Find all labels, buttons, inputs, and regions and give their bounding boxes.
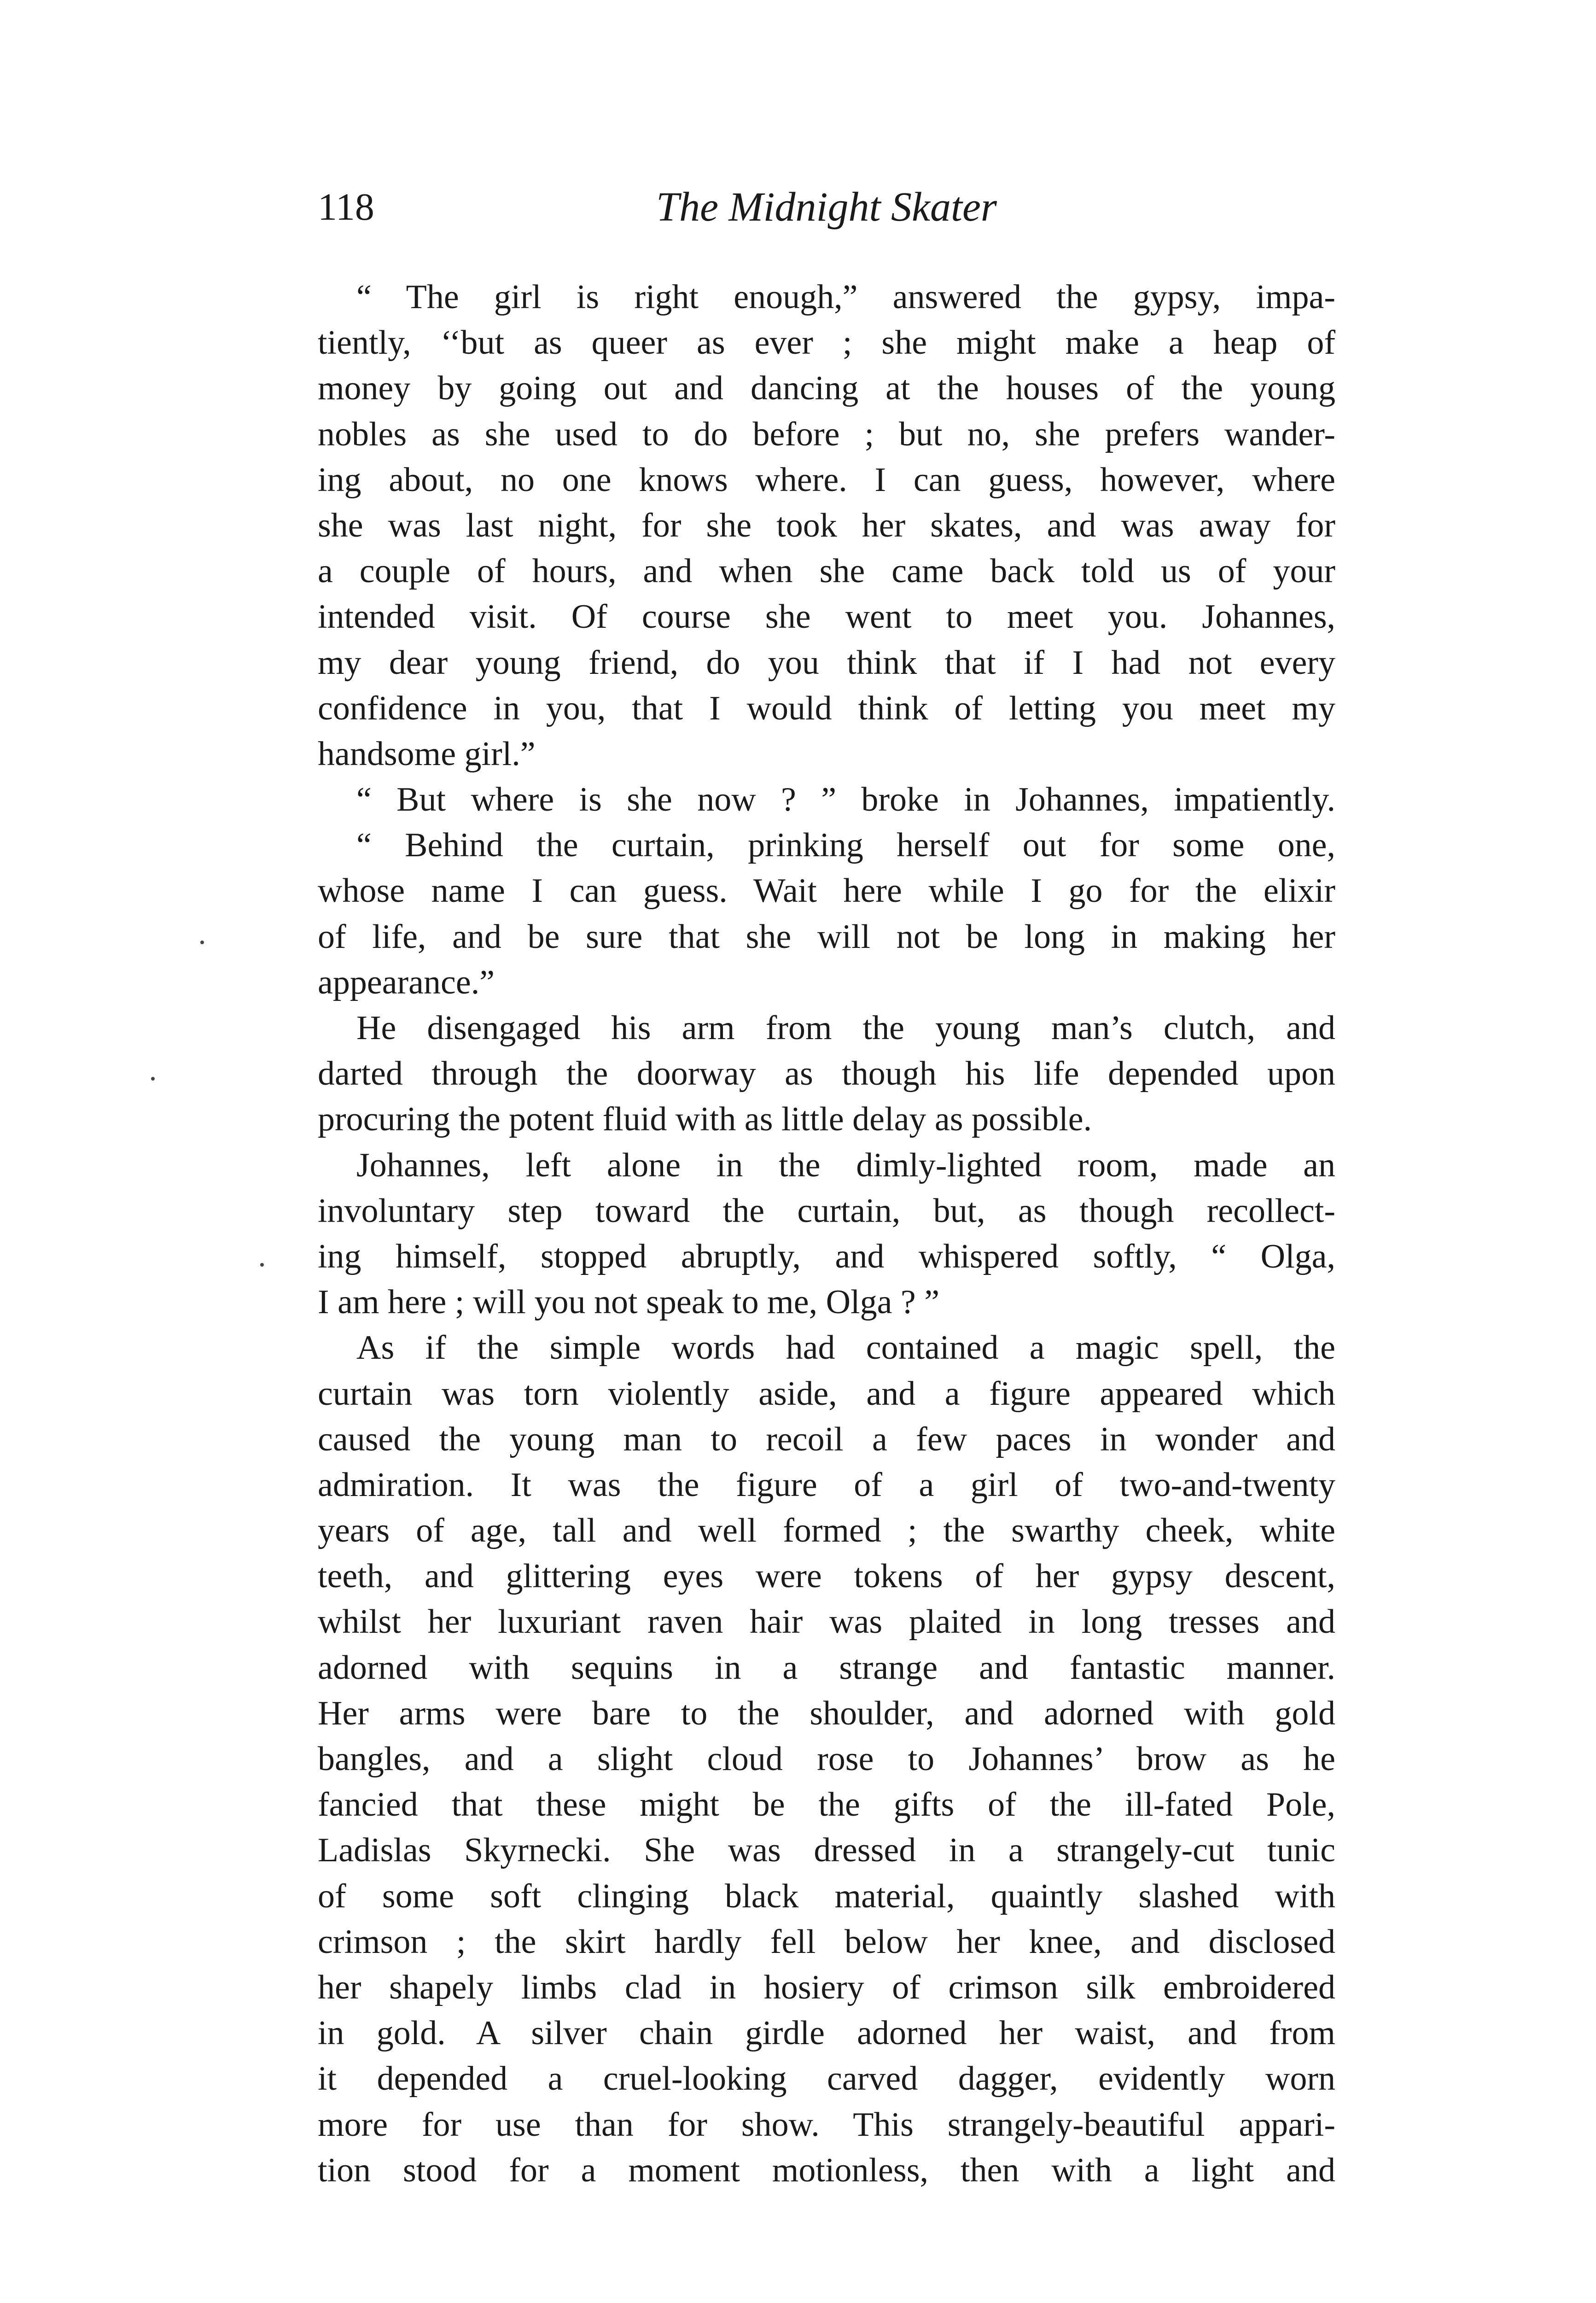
text-line: bangles, and a slight cloud rose to Johannes’ brow as he	[318, 1740, 1335, 1778]
page-number: 118	[318, 186, 374, 228]
body-text	[318, 275, 1335, 2193]
text-line: “ The girl is right enough,” answered the gypsy, impa-	[356, 278, 1335, 316]
text-line: money by going out and dancing at the houses of the young	[318, 369, 1335, 408]
text-line: fancied that these might be the gifts of the ill-fated Pole,	[318, 1786, 1335, 1824]
text-line: I am here ; will you not speak to me, Olga ? ”	[318, 1283, 940, 1321]
running-title: The Midnight Skater	[656, 184, 997, 230]
text-line: He disengaged his arm from the young man’s clutch, and	[356, 1009, 1335, 1047]
text-line: procuring the potent fluid with as little delay as possible.	[318, 1100, 1092, 1139]
text-line: “ But where is she now ? ” broke in Johannes, impatiently.	[356, 781, 1335, 819]
text-line: a couple of hours, and when she came back told us of your	[318, 552, 1335, 590]
stray-mark	[200, 941, 204, 944]
text-line: intended visit. Of course she went to meet you. Johannes,	[318, 598, 1335, 636]
text-line: Her arms were bare to the shoulder, and adorned with gold	[318, 1694, 1335, 1732]
text-line: handsome girl.”	[318, 735, 536, 773]
text-line: whose name I can guess. Wait here while I go for the elixir	[318, 872, 1335, 910]
stray-mark	[151, 1077, 155, 1081]
text-line: adorned with sequins in a strange and fantastic manner.	[318, 1648, 1335, 1687]
page-header	[318, 180, 1335, 244]
text-line: ing about, no one knows where. I can guess, however, where	[318, 461, 1335, 499]
text-line: tiently, ‘‘but as queer as ever ; she might make a heap of	[318, 324, 1335, 362]
text-line: more for use than for show. This strangely-beautiful appari-	[318, 2105, 1335, 2144]
text-line: caused the young man to recoil a few paces in wonder and	[318, 1420, 1335, 1458]
text-line: Ladislas Skyrnecki. She was dressed in a strangely-cut tunic	[318, 1831, 1335, 1870]
text-line: darted through the doorway as though his life depended upon	[318, 1055, 1335, 1093]
text-line: her shapely limbs clad in hosiery of crimson silk embroidered	[318, 1968, 1335, 2006]
text-line: crimson ; the skirt hardly fell below her knee, and disclosed	[318, 1923, 1335, 1961]
text-line: confidence in you, that I would think of letting you meet my	[318, 689, 1335, 727]
text-line: in gold. A silver chain girdle adorned her waist, and from	[318, 2014, 1335, 2052]
text-line: ing himself, stopped abruptly, and whispered softly, “ Olga,	[318, 1237, 1335, 1275]
text-line: nobles as she used to do before ; but no, she prefers wander-	[318, 415, 1335, 453]
text-line: tion stood for a moment motionless, then with a light and	[318, 2151, 1335, 2189]
stray-mark	[260, 1263, 264, 1267]
text-line: she was last night, for she took her skates, and was away for	[318, 506, 1335, 544]
text-line: involuntary step toward the curtain, but, as though recollect-	[318, 1192, 1335, 1230]
text-line: teeth, and glittering eyes were tokens of her gypsy descent,	[318, 1557, 1335, 1596]
text-line: of life, and be sure that she will not be long in making her	[318, 918, 1335, 956]
text-line: Johannes, left alone in the dimly-lighted room, made an	[356, 1146, 1335, 1184]
text-line: years of age, tall and well formed ; the swarthy cheek, white	[318, 1512, 1335, 1550]
text-line: As if the simple words had contained a magic spell, the	[356, 1329, 1335, 1367]
text-line: of some soft clinging black material, quaintly slashed with	[318, 1877, 1335, 1915]
text-line: curtain was torn violently aside, and a figure appeared which	[318, 1374, 1335, 1413]
text-line: my dear young friend, do you think that if I had not every	[318, 643, 1335, 682]
text-line: “ Behind the curtain, prinking herself out for some one,	[356, 826, 1335, 865]
text-line: appearance.”	[318, 963, 495, 1001]
text-line: it depended a cruel-looking carved dagger, evidently worn	[318, 2060, 1335, 2098]
text-line: admiration. It was the figure of a girl of two-and-twenty	[318, 1466, 1335, 1504]
text-line: whilst her luxuriant raven hair was plaited in long tresses and	[318, 1603, 1335, 1641]
